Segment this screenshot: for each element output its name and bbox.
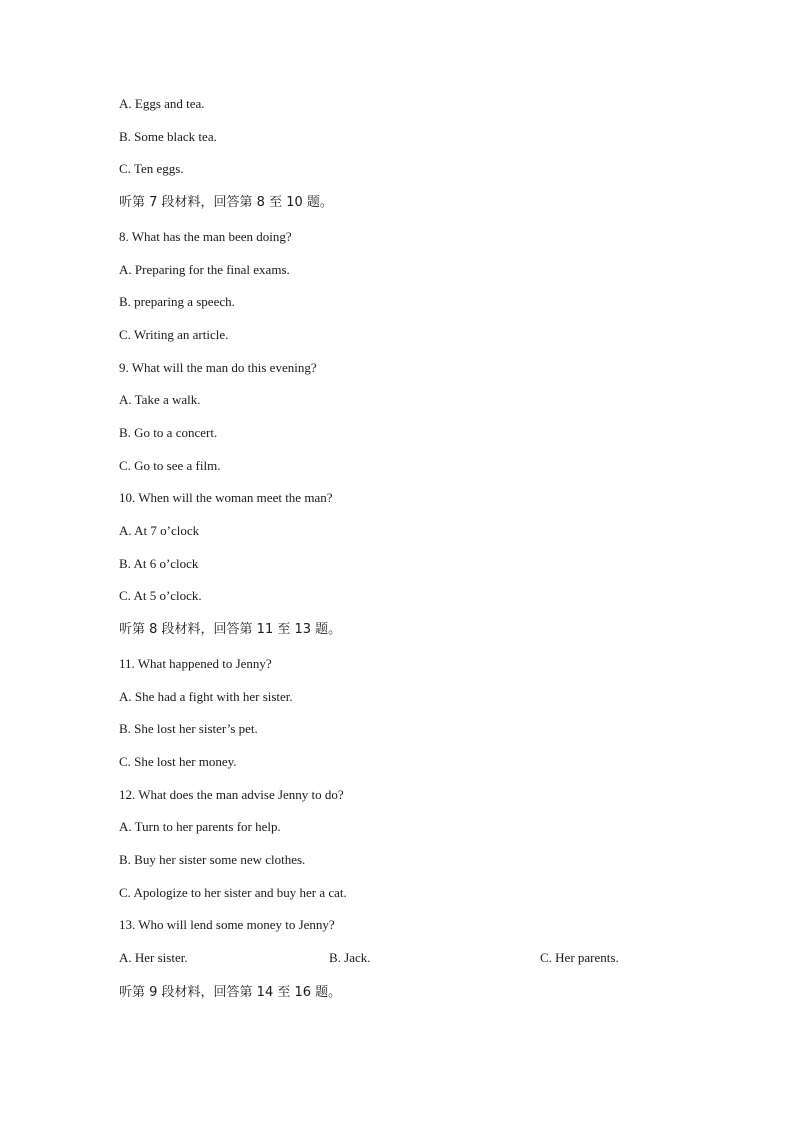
q10-option-c: C. At 5 o’clock. — [119, 588, 202, 603]
q8-option-b: B. preparing a speech. — [119, 294, 235, 309]
q7-option-c: C. Ten eggs. — [119, 161, 184, 176]
question-12: 12. What does the man advise Jenny to do? — [119, 787, 344, 802]
section-instruction-7: 听第 7 段材料，回答第 8 至 10 题。 — [119, 195, 333, 210]
q11-option-c: C. She lost her money. — [119, 754, 237, 769]
q7-option-a: A. Eggs and tea. — [119, 96, 205, 111]
q8-option-a: A. Preparing for the final exams. — [119, 262, 290, 277]
question-13: 13. Who will lend some money to Jenny? — [119, 917, 335, 932]
q7-option-b: B. Some black tea. — [119, 129, 217, 144]
question-10: 10. When will the woman meet the man? — [119, 490, 333, 505]
q12-option-c: C. Apologize to her sister and buy her a cat. — [119, 885, 347, 900]
q12-option-b: B. Buy her sister some new clothes. — [119, 852, 306, 867]
q8-option-c: C. Writing an article. — [119, 327, 229, 342]
q11-option-a: A. She had a fight with her sister. — [119, 689, 293, 704]
question-8: 8. What has the man been doing? — [119, 229, 292, 244]
q9-option-c: C. Go to see a film. — [119, 458, 221, 473]
q10-option-a: A. At 7 o’clock — [119, 523, 200, 538]
section-instruction-9: 听第 9 段材料，回答第 14 至 16 题。 — [119, 985, 342, 1000]
q9-option-b: B. Go to a concert. — [119, 425, 218, 440]
q9-option-a: A. Take a walk. — [119, 392, 201, 407]
q10-option-b: B. At 6 o’clock — [119, 556, 199, 571]
q11-option-b: B. She lost her sister’s pet. — [119, 721, 258, 736]
section-instruction-8: 听第 8 段材料，回答第 11 至 13 题。 — [119, 622, 342, 637]
q13-option-a: A. Her sister. — [119, 950, 188, 965]
question-11: 11. What happened to Jenny? — [119, 656, 272, 671]
q12-option-a: A. Turn to her parents for help. — [119, 819, 281, 834]
q13-options-row — [119, 950, 679, 966]
q13-option-c: C. Her parents. — [540, 950, 619, 965]
question-9: 9. What will the man do this evening? — [119, 360, 317, 375]
q13-option-b: B. Jack. — [329, 950, 371, 965]
